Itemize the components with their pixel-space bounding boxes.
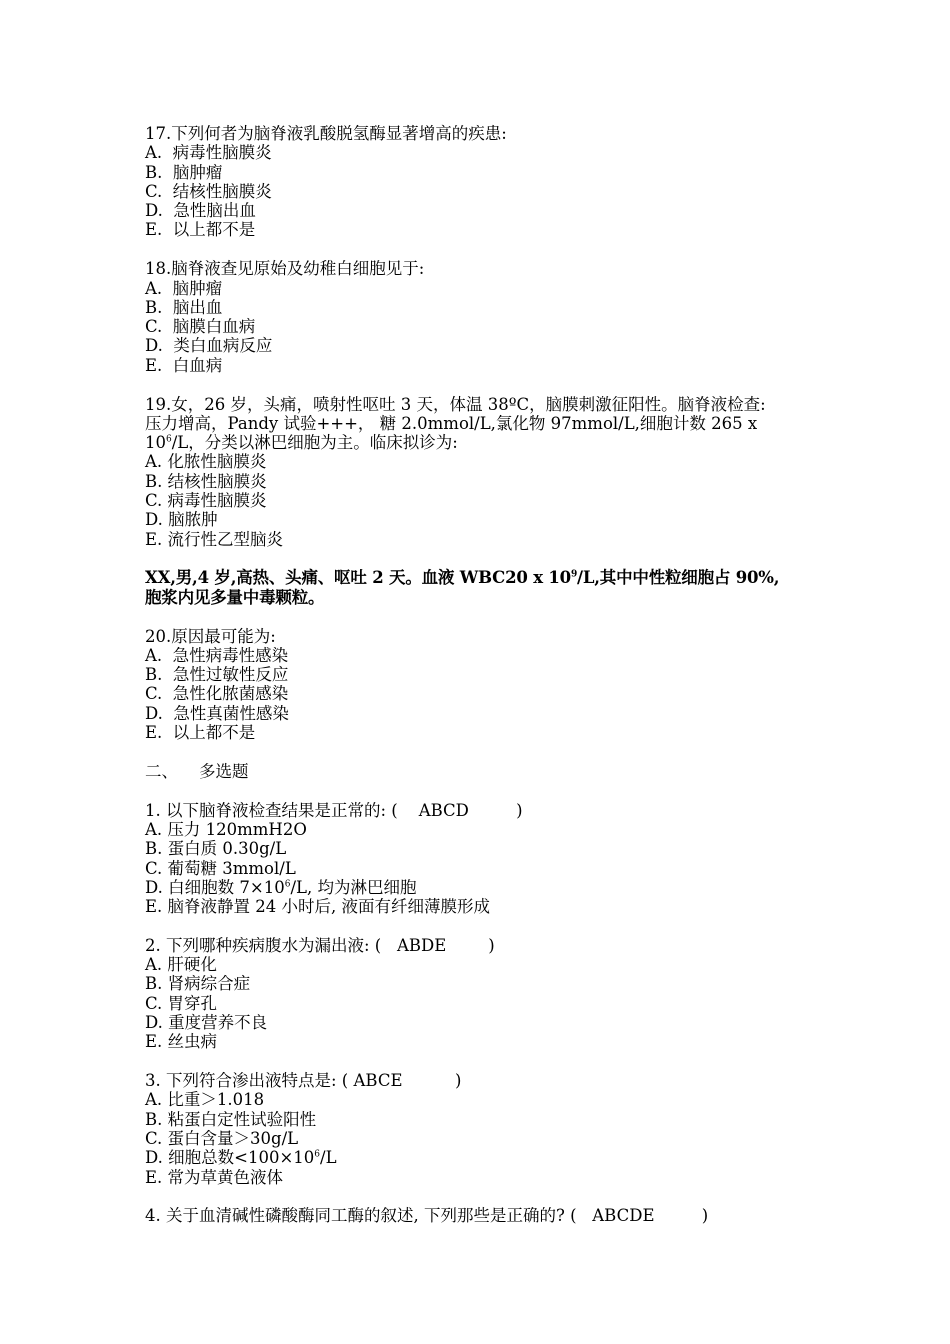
case-line-2: 胞浆内见多量中毒颗粒。 <box>145 587 325 607</box>
option-b: B. 粘蛋白定性试验阳性 <box>145 1109 317 1129</box>
option-c: C. 结核性脑膜炎 <box>145 181 272 201</box>
case-line-1 <box>145 568 815 587</box>
option-d: D. 重度营养不良 <box>145 1013 268 1033</box>
question-stem: 20.原因最可能为: <box>145 626 276 646</box>
stem-text: /L，分类以淋巴细胞为主。临床拟诊为: <box>171 433 458 453</box>
multi-question-1 <box>145 801 815 917</box>
option-b: B. 结核性脑膜炎 <box>145 471 267 491</box>
multi-question-2 <box>145 936 815 1052</box>
option-e: E. 流行性乙型脑炎 <box>145 529 284 549</box>
case-text: XX,男,4 岁,高热、头痛、呕吐 2 天。血液 WBC20 x 10 <box>145 568 571 588</box>
question-stem: 3. 下列符合渗出液特点是: ( ABCE ) <box>145 1071 462 1091</box>
multi-question-4 <box>145 1206 815 1225</box>
question-18 <box>145 259 815 375</box>
case-description <box>145 568 815 607</box>
option-a: A. 脑肿瘤 <box>145 278 223 298</box>
option-d: D. 急性脑出血 <box>145 201 256 221</box>
exponent: 6 <box>314 1149 321 1160</box>
option-a: A. 比重＞1.018 <box>145 1090 265 1110</box>
option-c: C. 胃穿孔 <box>145 993 218 1013</box>
option-text: /L, 均为淋巴细胞 <box>290 877 417 897</box>
option-c: C. 病毒性脑膜炎 <box>145 491 267 511</box>
question-stem: 1. 以下脑脊液检查结果是正常的: ( ABCD ) <box>145 800 523 820</box>
section-heading: 二、 多选题 <box>145 761 249 781</box>
option-text: D. 细胞总数<100×10 <box>145 1148 315 1168</box>
option-e: E. 脑脊液静置 24 小时后, 液面有纤细薄膜形成 <box>145 897 491 917</box>
option-c: C. 急性化脓菌感染 <box>145 684 289 704</box>
option-a: A. 肝硬化 <box>145 955 217 975</box>
option-b: B. 急性过敏性反应 <box>145 665 289 685</box>
question-stem-line-3 <box>145 433 815 452</box>
option-d <box>145 1148 815 1167</box>
option-a: A. 化脓性脑膜炎 <box>145 452 267 472</box>
option-b: B. 肾病综合症 <box>145 974 251 994</box>
option-e: E. 以上都不是 <box>145 723 256 743</box>
option-e: E. 白血病 <box>145 355 223 375</box>
option-c: C. 葡萄糖 3mmol/L <box>145 858 296 878</box>
question-stem-line-1: 19.女，26 岁，头痛，喷射性呕吐 3 天，体温 38ºC，脑膜刺激征阳性。脑脊液检查: <box>145 394 766 414</box>
option-c: C. 蛋白含量＞30g/L <box>145 1129 299 1149</box>
question-19 <box>145 395 815 549</box>
exam-content <box>145 124 815 1226</box>
option-b: B. 脑肿瘤 <box>145 162 223 182</box>
case-text: /L,其中中性粒细胞占 90%, <box>577 568 780 588</box>
question-17 <box>145 124 815 240</box>
option-a: A. 急性病毒性感染 <box>145 645 289 665</box>
exponent: 6 <box>166 434 172 445</box>
multi-question-3 <box>145 1071 815 1187</box>
exponent: 9 <box>570 569 578 580</box>
option-b: B. 脑出血 <box>145 297 223 317</box>
question-stem-line-2: 压力增高，Pandy 试验+++， 糖 2.0mmol/L,氯化物 97mmol/L,细胞计数 265 x <box>145 413 758 433</box>
option-text: D. 白细胞数 7×10 <box>145 877 285 897</box>
option-e: E. 丝虫病 <box>145 1032 218 1052</box>
option-d: D. 脑脓肿 <box>145 510 218 530</box>
question-stem: 4. 关于血清碱性磷酸酶同工酶的叙述, 下列那些是正确的? ( ABCDE ) <box>145 1206 709 1226</box>
option-text: /L <box>320 1148 337 1168</box>
question-stem: 2. 下列哪种疾病腹水为漏出液: ( ABDE ) <box>145 935 495 955</box>
option-e: E. 以上都不是 <box>145 220 256 240</box>
question-stem: 17.下列何者为脑脊液乳酸脱氢酶显著增高的疾患: <box>145 124 507 143</box>
option-d: D. 类白血病反应 <box>145 336 273 356</box>
question-20 <box>145 627 815 743</box>
option-b: B. 蛋白质 0.30g/L <box>145 839 287 859</box>
option-d <box>145 878 815 897</box>
option-d: D. 急性真菌性感染 <box>145 703 289 723</box>
stem-text: 10 <box>145 433 166 453</box>
option-a: A. 病毒性脑膜炎 <box>145 143 272 163</box>
question-stem: 18.脑脊液查见原始及幼稚白细胞见于: <box>145 259 425 279</box>
option-c: C. 脑膜白血病 <box>145 317 256 337</box>
exponent: 6 <box>284 879 291 890</box>
option-e: E. 常为草黄色液体 <box>145 1167 284 1187</box>
option-a: A. 压力 120mmH2O <box>145 819 307 839</box>
